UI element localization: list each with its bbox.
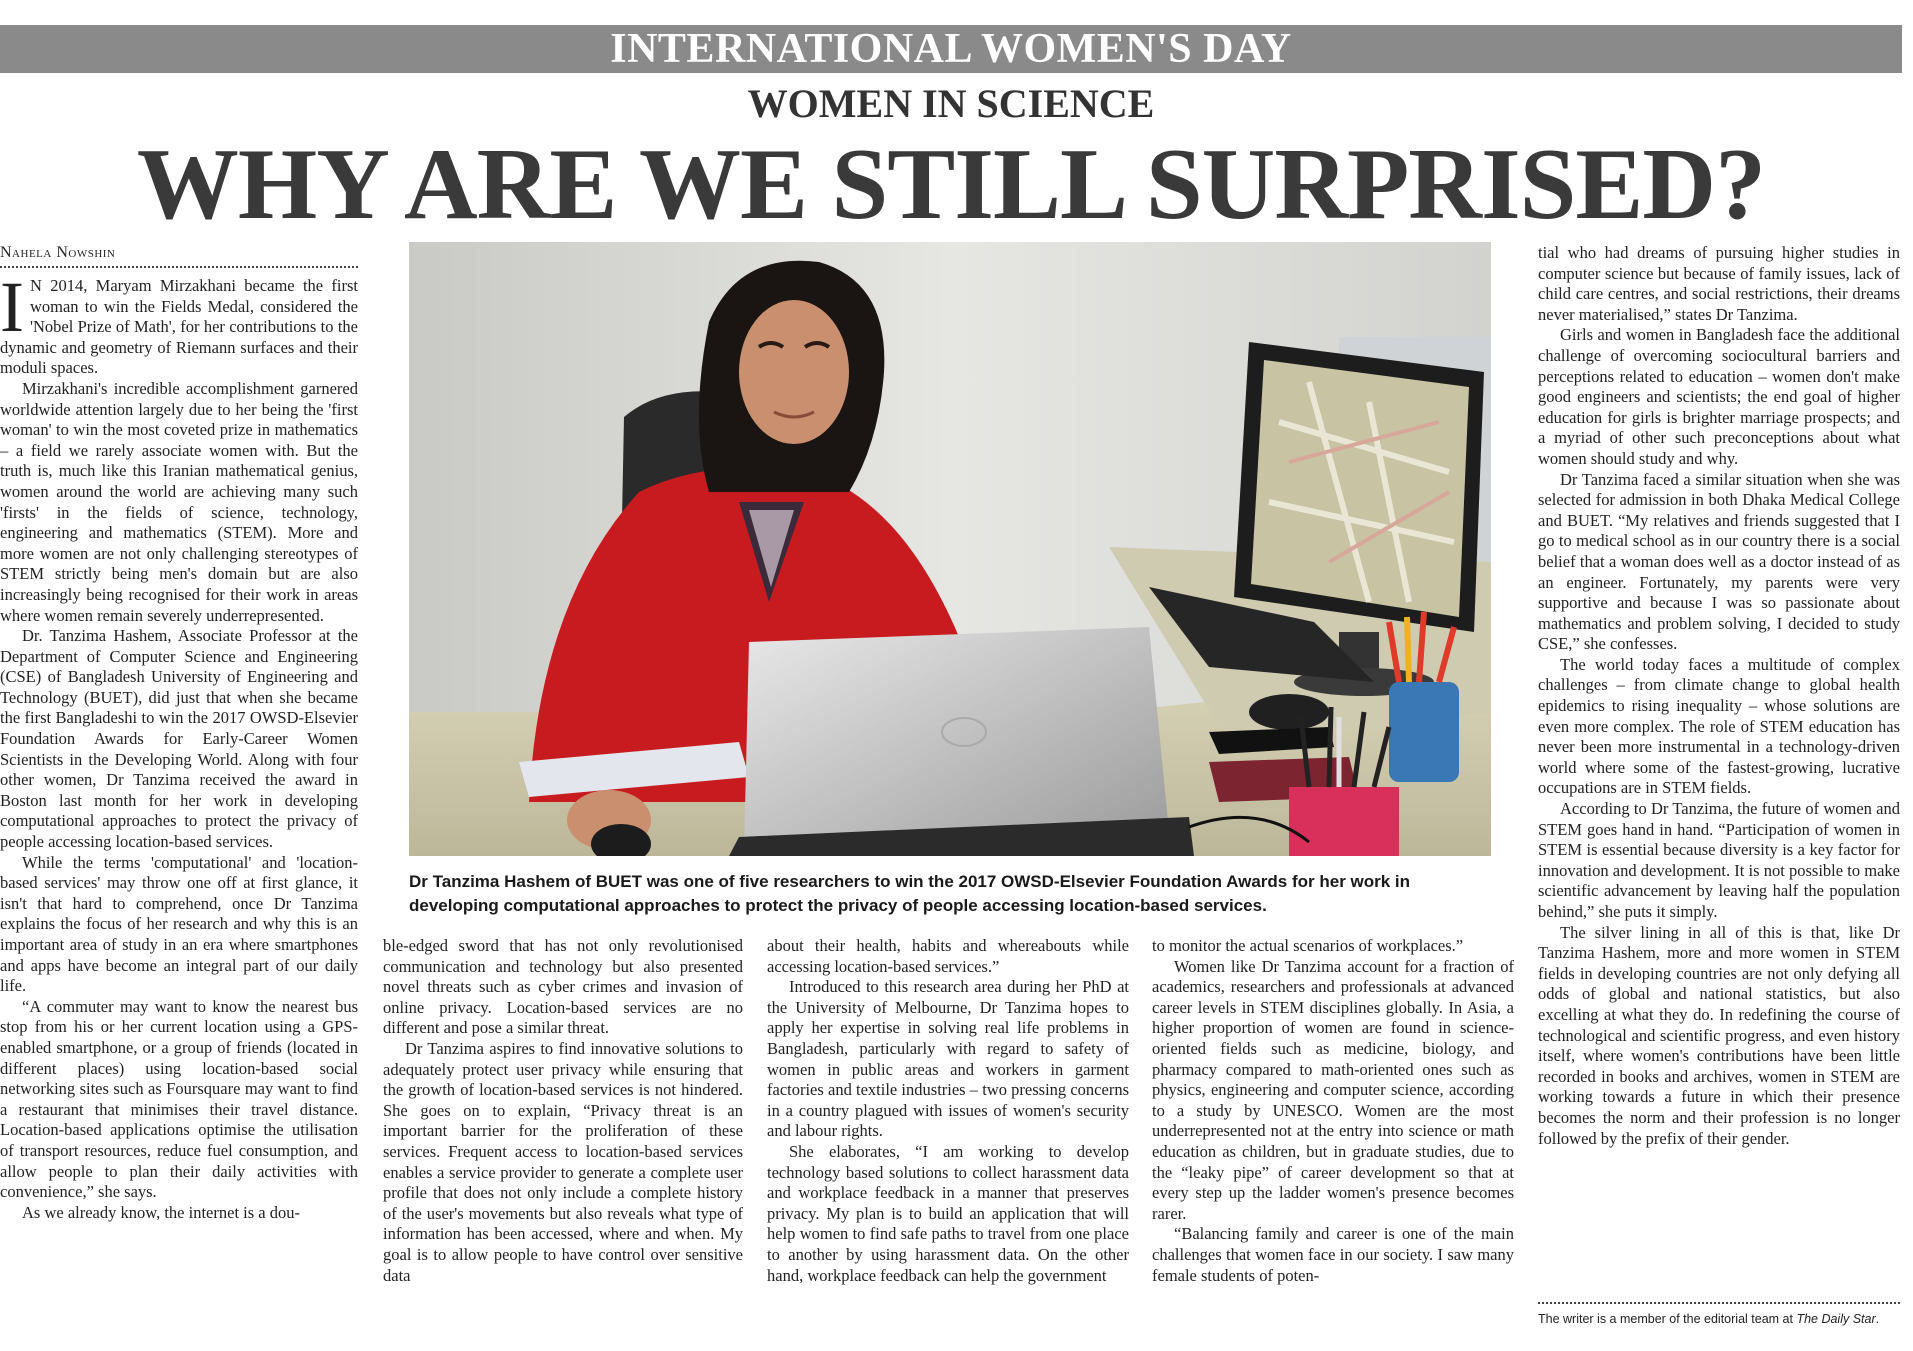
- paragraph: “A commuter may want to know the nearest bus stop from his or her current location using a GPS-enabled smartphone, or a group of friends (located in different places) using location-based social networking sites such as Foursquare may want to find a restaurant that minimises their travel distance. Location-based applications optimise the utilisation of transport resources, reduce fuel consumption, and allow people to plan their daily activities with convenience,” she says.: [0, 996, 358, 1202]
- portrait-photo-icon: [409, 242, 1491, 856]
- paragraph: While the terms 'computational' and 'location-based services' may throw one off at first glance, it isn't that hard to comprehend, once Dr Tanzima explains the focus of her research and why this is an important area of study in an era where smartphones and apps have become an integral part of our daily life.: [0, 852, 358, 996]
- article-column-1: [0, 276, 358, 1331]
- paragraph: According to Dr Tanzima, the future of women and STEM goes hand in hand. “Participation of women in STEM is essential because diversity is a key factor for innovation and development. It is not possible to make scientific advancement by leaving half the population behind,” she puts it simply.: [1538, 799, 1900, 921]
- article-column-5: [1538, 243, 1900, 1293]
- paragraph: As we already know, the internet is a dou-: [22, 1202, 300, 1222]
- article-column-2: [383, 936, 743, 1331]
- writer-footnote: The writer is a member of the editorial team at The Daily Star.: [1538, 1312, 1880, 1326]
- paragraph: to monitor the actual scenarios of workplaces.”: [1152, 936, 1464, 955]
- kicker-band: [0, 25, 1902, 73]
- article-column-4: [1152, 936, 1514, 1331]
- paragraph: Dr Tanzima faced a similar situation when she was selected for admission in both Dhaka Medical College and BUET. “My relatives and friends suggested that I go to medical school as in our country there is a social belief that a woman does well as a doctor instead of as an engineer. Fortunately, my parents were very supportive and because I was so passionate about mathematics and problem solving, I decided to study CSE,” she confesses.: [1538, 469, 1900, 654]
- kicker-title: INTERNATIONAL WOMEN'S DAY: [610, 26, 1292, 72]
- paragraph: Women like Dr Tanzima account for a fraction of academics, researchers and professionals at advanced career levels in STEM disciplines globally. In Asia, a higher proportion of women are found in science-oriented fields such as medicine, biology, and pharmacy compared to math-oriented ones such as physics, engineering and computer science, according to a study by UNESCO. Women are the most underrepresented not at the entry into science or math education as children, but in graduate studies, due to the “leaky pipe” of career development so that at every step up the ladder women's presence becomes rarer.: [1152, 956, 1514, 1223]
- section-subhead: WOMEN IN SCIENCE: [747, 81, 1155, 126]
- headline: WHY ARE WE STILL SURPRISED?: [136, 128, 1766, 241]
- paragraph: about their health, habits and whereabouts while accessing location-based services.”: [767, 936, 1129, 976]
- paragraph: tial who had dreams of pursuing higher studies in computer science but because of family issues, lack of child care centres, and social restrictions, their dreams never materialised,” states Dr Tanzima.: [1538, 243, 1900, 324]
- footnote-divider: [1538, 1302, 1900, 1304]
- paragraph: Introduced to this research area during her PhD at the University of Melbourne, Dr Tanzima hopes to apply her expertise in solving real life problems in Bangladesh, particularly with regard to safety of women in public areas and workers in garment factories and textile industries – two pressing concerns in a country plagued with issues of women's security and labour rights.: [767, 977, 1129, 1141]
- paragraph: Dr. Tanzima Hashem, Associate Professor at the Department of Computer Science and Engineering (CSE) of Bangladesh University of Engineering and Technology (BUET), did just that when she became the first Bangladeshi to win the 2017 OWSD-Elsevier Foundation Awards for Early-Career Women Scientists in the Developing World. Along with four other women, Dr Tanzima received the award in Boston last month for her work in developing computational approaches to protect the privacy of people accessing location-based services.: [0, 626, 358, 852]
- paragraph: ble-edged sword that has not only revolutionised communication and technology but also presented novel threats such as cyber crimes and invasion of online privacy. Location-based services are no different and pose a similar threat.: [383, 936, 743, 1038]
- paragraph: She elaborates, “I am working to develop technology based solutions to collect harassment data and workplace feedback in a manner that preserves privacy. My plan is to build an application that will help women to find safe paths to travel from one place to another by using harassment data. On the other hand, workplace feedback can help the government: [767, 1141, 1129, 1285]
- article-column-3: [767, 936, 1129, 1331]
- paragraph: Dr Tanzima aspires to find innovative solutions to adequately protect user privacy while ensuring that the growth of location-based services is not hindered. She goes on to explain, “Privacy threat is an important barrier for the proliferation of these services. Frequent access to location-based services enables a service provider to generate a complete user profile that does not only include a complete history of the user's movements but also reveals what type of information has been accessed, where and when. My goal is to allow people to have control over sensitive data: [383, 1038, 743, 1285]
- publication-name: The Daily Star: [1796, 1312, 1876, 1326]
- paragraph: Mirzakhani's incredible accomplishment garnered worldwide attention largely due to her being the 'first woman' to win the most coveted prize in mathematics – a field we rarely associate women with. But the truth is, much like this Iranian mathematical genius, women around the world are achieving many such 'firsts' in the fields of science, technology, engineering and mathematics (STEM). More and more women are not only challenging stereotypes of STEM strictly being men's domain but are also increasingly being recognised for their work in areas where women remain severely underrepresented.: [0, 378, 358, 625]
- drop-cap: I: [0, 276, 24, 347]
- paragraph: “Balancing family and career is one of the main challenges that women face in our society. I saw many female students of poten-: [1152, 1224, 1514, 1285]
- paragraph: The world today faces a multitude of complex challenges – from climate change to global health epidemics to rising inequality – whose solutions are even more complex. The role of STEM education has never been more instrumental in a technology-driven world where some of the fastest-growing, lucrative occupations are in STEM fields.: [1538, 654, 1900, 798]
- byline: Nahela Nowshin: [0, 244, 358, 268]
- photo-caption: Dr Tanzima Hashem of BUET was one of five researchers to win the 2017 OWSD-Elsevier Foundation Awards for her work in developing computational approaches to protect the privacy of people accessing location-based services.: [409, 872, 1411, 915]
- paragraph: The silver lining in all of this is that, like Dr Tanzima Hashem, more and more women in STEM fields in developing countries are not only defying all odds of global and national statistics, but also excelling at what they do. In redefining the course of technological and scientific progress, and even history itself, where women's contributions have been little recorded in books and archives, women in STEM are working towards a future in which their presence becomes the norm and their profession is no longer followed by the prefix of their gender.: [1538, 922, 1900, 1148]
- paragraph: I N 2014, Maryam Mirzakhani became the first woman to win the Fields Medal, considered the 'Nobel Prize of Math', for her contributions to the dynamic and geometry of Riemann surfaces and their moduli spaces.: [0, 276, 358, 378]
- paragraph: Girls and women in Bangladesh face the additional challenge of overcoming sociocultural barriers and perceptions related to education – women don't make good engineers and scientists; the end goal of higher education for girls is brighter marriage prospects; and a myriad of other such preconceptions about what women should study and why.: [1538, 325, 1900, 468]
